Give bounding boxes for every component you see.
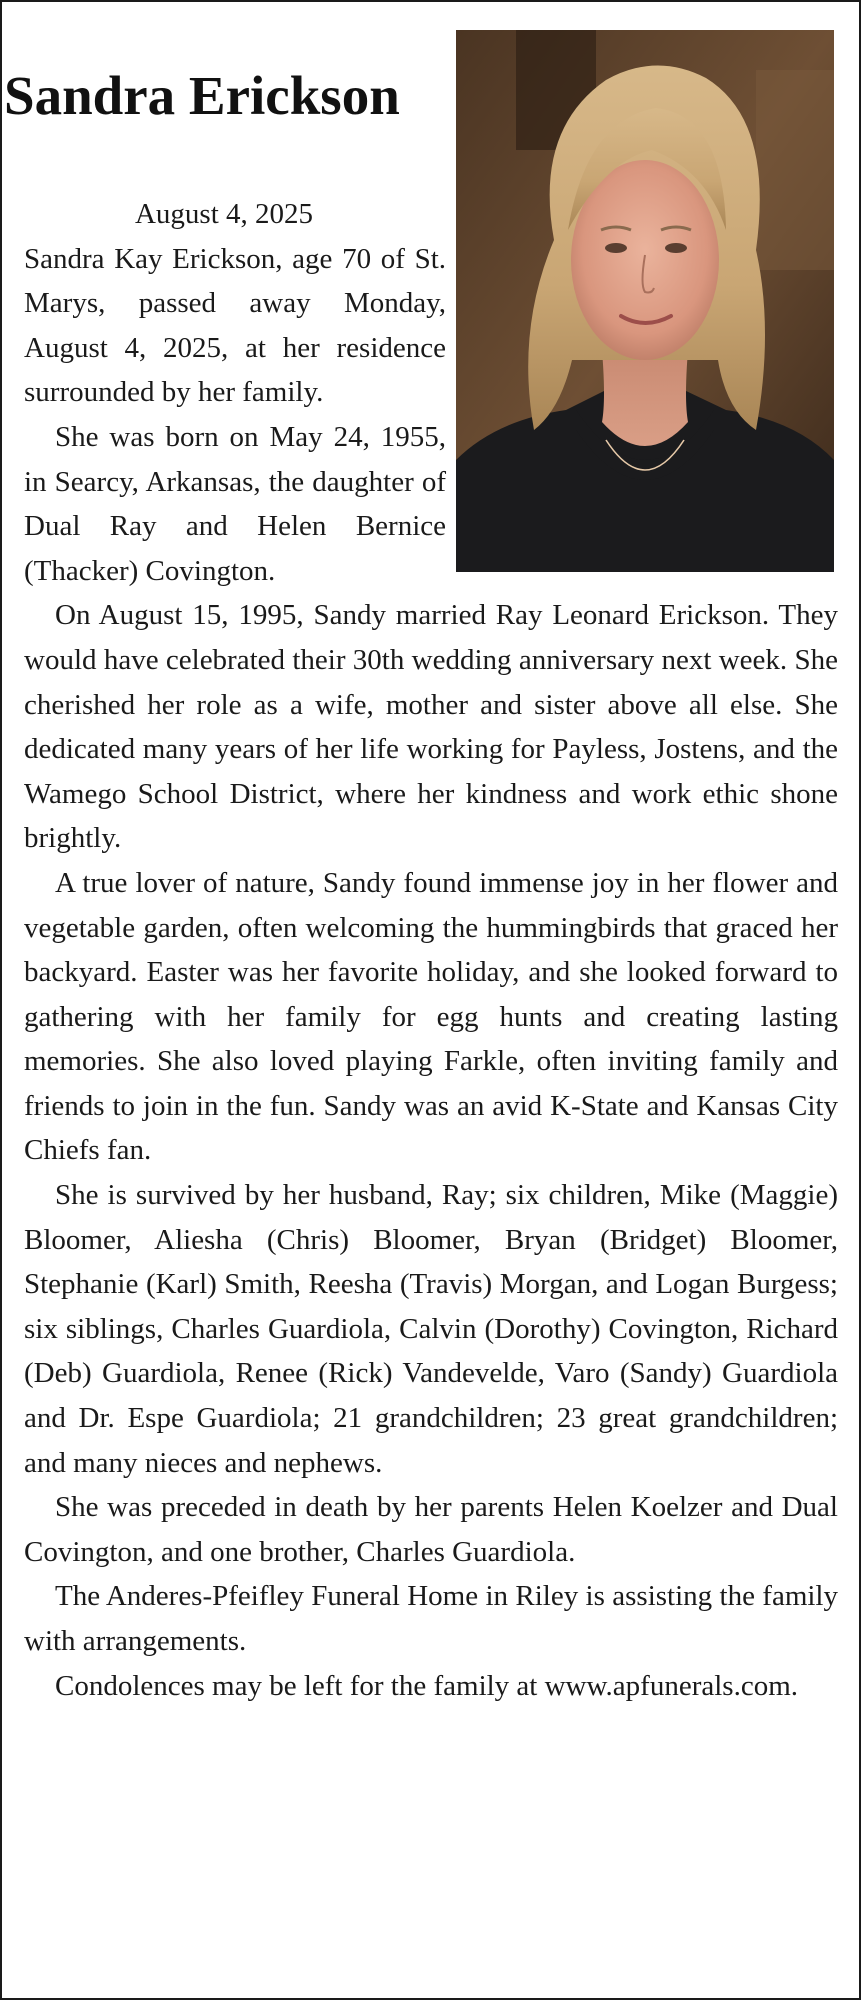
photo-spacer [446, 192, 838, 592]
obituary-body [24, 192, 838, 1708]
obituary-paragraph-3: On August 15, 1995, Sandy married Ray Leonard Erickson. They would have celebrated their 30th wedding anniversary next week. She cherished her role as a wife, mother and sister above all else. She dedicated many years of her life working for Payless, Jostens, and the Wamego School District, where her kindness and work ethic shone brightly. [24, 599, 838, 855]
obituary-date: August 4, 2025 [134, 198, 314, 230]
obituary-paragraph-1: Sandra Kay Erickson, age 70 of St. Marys, passed away Monday, August 4, 2025, at her residence surrounded by her family. [24, 242, 446, 409]
obituary-paragraph-7: The Anderes-Pfeifley Funeral Home in Riley is assisting the family with arrangements. [24, 1580, 838, 1657]
obituary-title: Sandra Erickson [4, 65, 400, 126]
obituary-paragraph-8: Condolences may be left for the family at www.apfunerals.com. [55, 1669, 799, 1702]
obituary-paragraph-4: A true lover of nature, Sandy found immense joy in her flower and vegetable garden, often welcoming the hummingbirds that graced her backyard. Easter was her favorite holiday, and she looked forward to gathering with her family for egg hunts and creating lasting memories. She also loved playing Farkle, often inviting family and friends to join in the fun. Sandy was an avid K-State and Kansas City Chiefs fan. [24, 866, 838, 1167]
obituary-paragraph-5: She is survived by her husband, Ray; six children, Mike (Maggie) Bloomer, Aliesha (Chris) Bloomer, Bryan (Bridget) Bloomer, Stephanie (Karl) Smith, Reesha (Travis) Morgan, and Logan Burgess; six siblings, Charles Guardiola, Calvin (Dorothy) Covington, Richard (Deb) Guardiola, Renee (Rick) Vandevelde, Varo (Sandy) Guardiola and Dr. Espe Guardiola; 21 grandchildren; 23 great grandchildren; and many nieces and nephews. [24, 1179, 838, 1479]
obituary-paragraph-6: She was preceded in death by her parents Helen Koelzer and Dual Covington, and one brother, Charles Guardiola. [24, 1491, 838, 1568]
obituary-paragraph-2: She was born on May 24, 1955, in Searcy, Arkansas, the daughter of Dual Ray and Helen Bernice (Thacker) Covington. [24, 420, 446, 587]
